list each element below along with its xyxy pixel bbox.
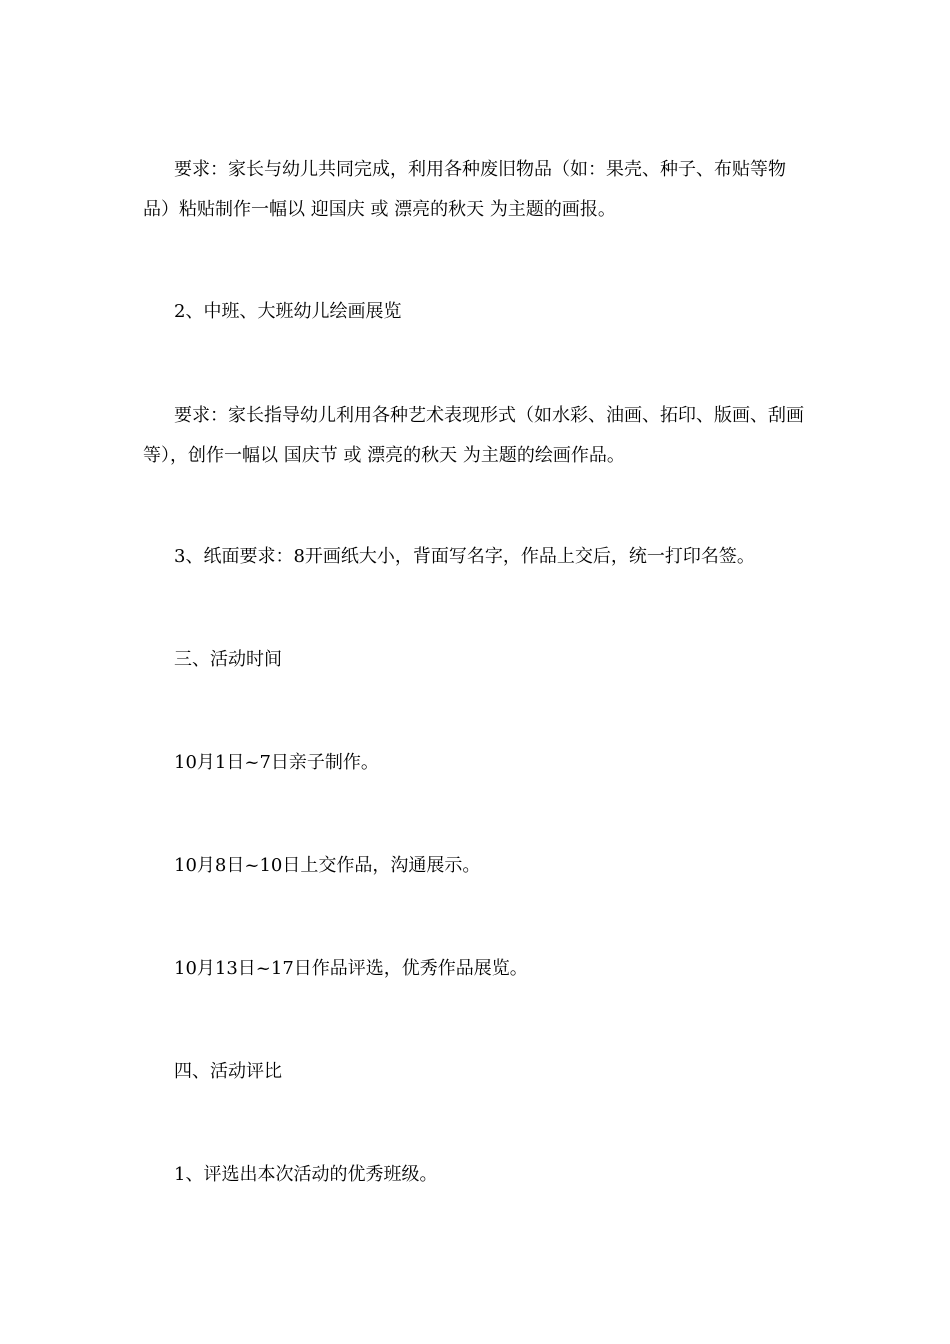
evaluation-item-1: 1、评选出本次活动的优秀班级。 xyxy=(174,1164,438,1185)
paper-requirement-paragraph: 3、纸面要求：8开画纸大小，背面写名字，作品上交后，统一打印名签。 xyxy=(174,546,755,567)
schedule-item-3: 10月13日~17日作品评选，优秀作品展览。 xyxy=(174,958,528,979)
requirement-paragraph-painting: 要求：家长指导幼儿利用各种艺术表现形式（如水彩、油画、拓印、版画、刮画等），创作一幅以 国庆节 或 漂亮的秋天 为主题的绘画作品。 xyxy=(143,405,804,466)
requirement-paragraph-poster: 要求：家长与幼儿共同完成，利用各种废旧物品（如：果壳、种子、布贴等物品）粘贴制作一幅以 迎国庆 或 漂亮的秋天 为主题的画报。 xyxy=(143,159,786,220)
section-heading-activity-time: 三、活动时间 xyxy=(174,649,282,670)
schedule-item-2: 10月8日~10日上交作品，沟通展示。 xyxy=(174,855,481,876)
schedule-item-1: 10月1日~7日亲子制作。 xyxy=(174,752,379,773)
section-item-painting-exhibition: 2、中班、大班幼儿绘画展览 xyxy=(174,301,402,322)
section-heading-activity-evaluation: 四、活动评比 xyxy=(174,1061,282,1082)
